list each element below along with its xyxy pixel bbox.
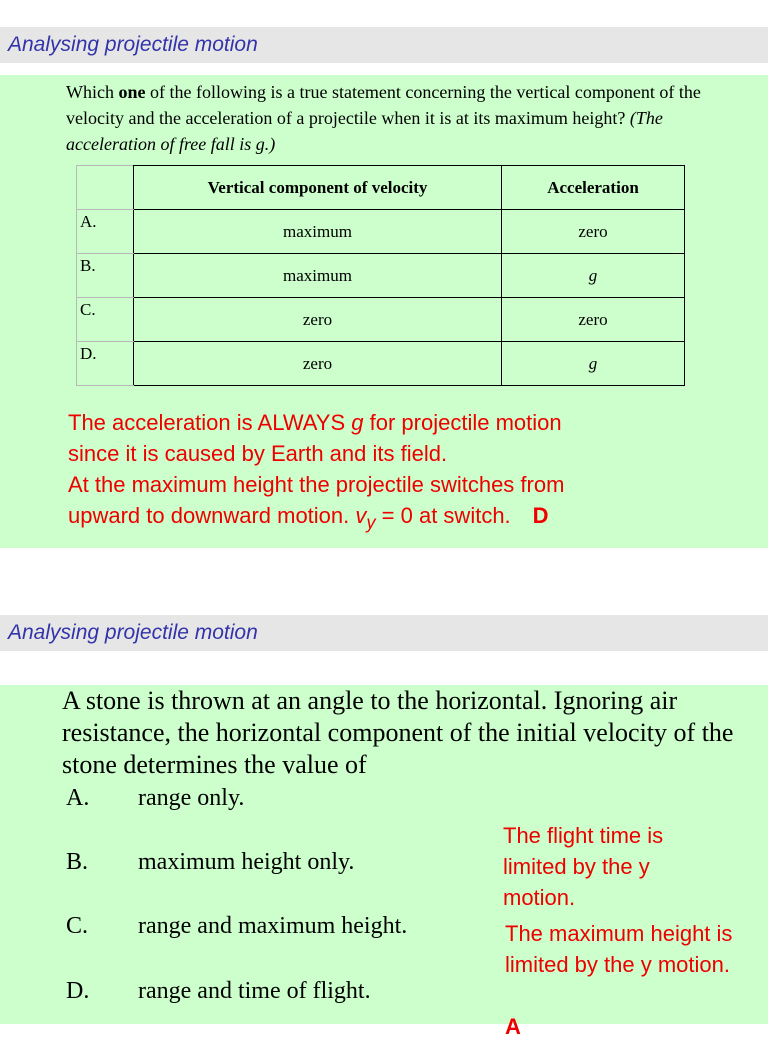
row-velocity: zero xyxy=(134,342,502,386)
row-acceleration: g xyxy=(502,342,685,386)
note-max-height: The maximum height is limited by the y motion. xyxy=(505,921,733,977)
slide2-question: A stone is thrown at an angle to the horizontal. Ignoring air resistance, the horizontal component of the initial velocity of the stone determines the value of xyxy=(62,686,734,779)
explanation-line: since it is caused by Earth and its field. xyxy=(68,441,448,466)
option-a: A. range only. xyxy=(66,785,245,811)
row-label: A. xyxy=(77,210,134,254)
slide1-question: Which one of the following is a true statement concerning the vertical component of the velocity and the acceleration of a projectile when it is at its maximum height? (The acceleration of free fall is g.) xyxy=(66,82,701,154)
header-blank-cell xyxy=(77,166,134,210)
slide2-answer: A xyxy=(505,1014,521,1039)
table-header-row xyxy=(77,166,685,210)
explanation-line: The acceleration is ALWAYS g for projectile motion xyxy=(68,410,562,435)
row-label: D. xyxy=(77,342,134,386)
row-velocity: zero xyxy=(134,298,502,342)
option-d: D. range and time of flight. xyxy=(66,978,371,1004)
table-row xyxy=(77,210,685,254)
explanation-line: At the maximum height the projectile switches from xyxy=(68,472,565,497)
option-c: C. range and maximum height. xyxy=(66,913,408,939)
slide1-title-bar xyxy=(0,27,768,63)
slide2-title: Analysing projectile motion xyxy=(8,621,258,644)
explanation-line: upward to downward motion. $v_y = 0$ at switch. D xyxy=(68,503,549,533)
slide1-content-panel xyxy=(0,75,768,548)
slide1-explanation xyxy=(68,407,748,537)
row-acceleration: g xyxy=(502,254,685,298)
row-acceleration: zero xyxy=(502,210,685,254)
row-acceleration: zero xyxy=(502,298,685,342)
note-flight-time: The flight time is limited by the y motion. xyxy=(503,823,664,910)
row-velocity: maximum xyxy=(134,254,502,298)
header-velocity: Vertical component of velocity xyxy=(134,166,502,210)
slide1-answer: D xyxy=(532,503,549,528)
row-velocity: maximum xyxy=(134,210,502,254)
row-label: B. xyxy=(77,254,134,298)
table-row xyxy=(77,254,685,298)
table-row xyxy=(77,342,685,386)
slide2-title-bar xyxy=(0,615,768,651)
header-acceleration: Acceleration xyxy=(502,166,685,210)
table-row xyxy=(77,298,685,342)
option-b: B. maximum height only. xyxy=(66,849,355,875)
options-table xyxy=(76,165,685,386)
slide2-content-panel xyxy=(0,685,768,1039)
row-label: C. xyxy=(77,298,134,342)
slide1-title: Analysing projectile motion xyxy=(8,33,258,56)
